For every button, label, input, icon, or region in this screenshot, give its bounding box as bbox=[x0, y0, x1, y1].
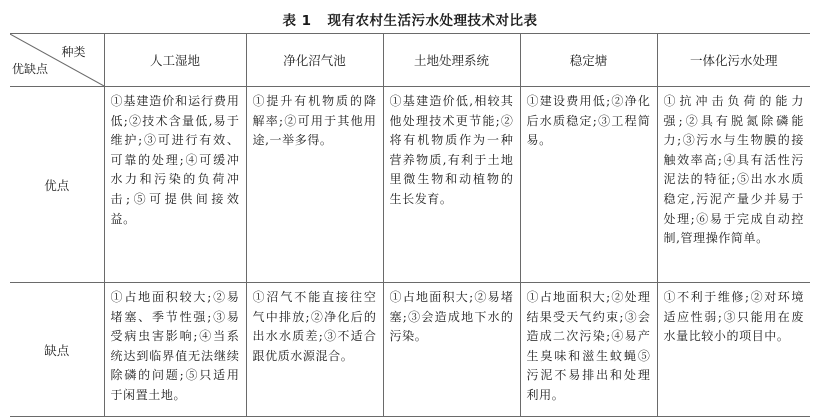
column-header: 人工湿地 bbox=[104, 34, 246, 87]
column-header: 净化沼气池 bbox=[246, 34, 383, 87]
table-cell: ①占地面积大;②易堵塞;③会造成地下水的污染。 bbox=[383, 283, 520, 417]
table-cell: ①基建造价和运行费用低;②技术含量低,易于维护;③可进行有效、可靠的处理;④可缓冲水力和污染的负荷冲击;⑤可提供间接效益。 bbox=[104, 87, 246, 283]
comparison-table bbox=[10, 33, 810, 417]
row-label-advantages: 优点 bbox=[10, 87, 104, 283]
table-row bbox=[10, 87, 810, 283]
table-row bbox=[10, 283, 810, 417]
table-number: 表 1 bbox=[282, 13, 312, 29]
row-label-disadvantages: 缺点 bbox=[10, 283, 104, 417]
table-title bbox=[0, 9, 820, 29]
table-cell: ①抗冲击负荷的能力强;②具有脱氮除磷能力;③污水与生物膜的接触效率高;④具有活性污泥法的特征;⑤出水水质稳定,污泥产量少并易于处理;⑥易于完成自动控制,管理操作简单。 bbox=[657, 87, 810, 283]
corner-top-label: 种类 bbox=[61, 45, 86, 59]
table-cell: ①不利于维修;②对环境适应性弱;③只能用在废水量比较小的项目中。 bbox=[657, 283, 810, 417]
table-cell: ①占地面积大;②处理结果受天气约束;③会造成二次污染;④易产生臭味和滋生蚊蝇⑤污泥不易排出和处理利用。 bbox=[520, 283, 657, 417]
corner-header-cell bbox=[10, 34, 104, 87]
table-cell: ①建设费用低;②净化后水质稳定;③工程简易。 bbox=[520, 87, 657, 283]
column-header: 土地处理系统 bbox=[383, 34, 520, 87]
table-title-text: 现有农村生活污水处理技术对比表 bbox=[327, 13, 538, 29]
column-header: 一体化污水处理 bbox=[657, 34, 810, 87]
table-cell: ①提升有机物质的降解率;②可用于其他用途,一举多得。 bbox=[246, 87, 383, 283]
column-header: 稳定塘 bbox=[520, 34, 657, 87]
table-cell: ①占地面积较大;②易堵塞、季节性强;③易受病虫害影响;④当系统达到临界值无法继续除磷的问题;⑤只适用于闲置土地。 bbox=[104, 283, 246, 417]
table-cell: ①沼气不能直接往空气中排放;②净化后的出水水质差;③不适合跟优质水源混合。 bbox=[246, 283, 383, 417]
corner-bottom-label: 优缺点 bbox=[12, 62, 49, 76]
header-row bbox=[10, 34, 810, 87]
table-cell: ①基建造价低,相较其他处理技术更节能;②将有机物质作为一种营养物质,有利于土地里微生物和动植物的生长发育。 bbox=[383, 87, 520, 283]
